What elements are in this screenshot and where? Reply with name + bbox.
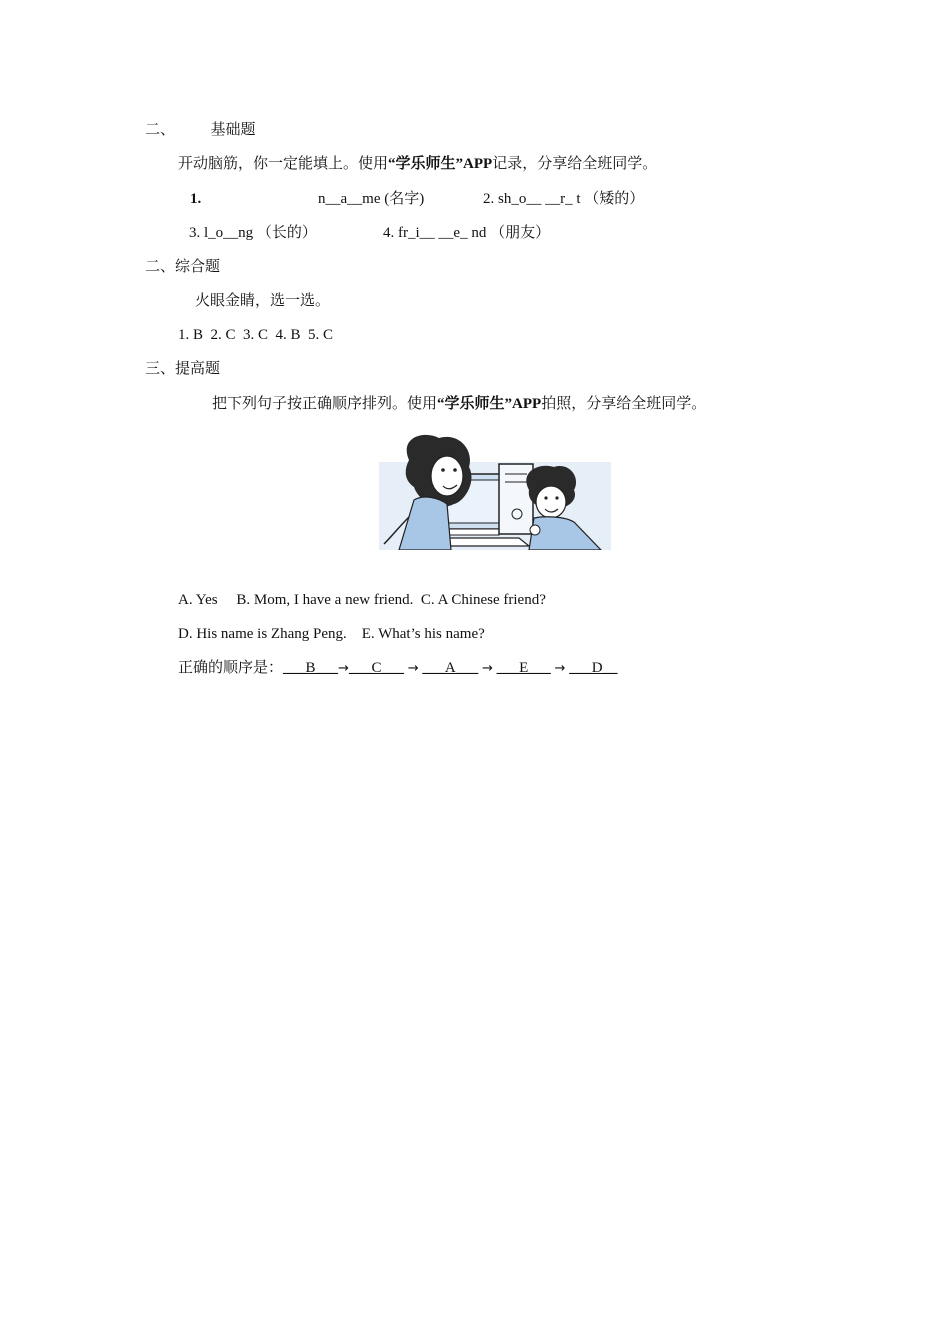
item4-text [383,223,550,243]
arrow-icon: → [554,661,566,676]
options-line-1: A. Yes B. Mom, I have a new friend. C. A Chinese friend? [178,592,546,608]
item3-text [189,223,317,243]
section3-instruction [212,394,706,414]
item1-pre: n [318,191,326,207]
section3-instruction-post: 拍照，分享给全班同学。 [541,396,707,412]
section2-title: 二、综合题 [145,259,221,275]
arrow-icon: → [407,661,419,676]
order-item-3: ___A___ [422,660,479,676]
section2-instruction: 火眼金睛，选一选。 [195,293,331,309]
item3-post: ng （长的） [238,225,317,241]
section3-title: 三、提高题 [145,361,221,377]
item3-blank: _o__ [208,225,239,241]
item4-blank2: __e_ [438,225,468,241]
item4-blank1: _i__ [408,225,435,241]
section2-answers: 1. B 2. C 3. C 4. B 5. C [178,327,334,343]
item2-number: 2. sh [483,191,512,207]
item2-blank1: _o__ [511,191,542,207]
item1-number: 1. [190,191,202,207]
mother-and-son-at-computer-illustration [369,432,611,550]
item1-post: me (名字) [362,191,425,207]
item4-post: nd （朋友） [471,225,551,241]
options-line-2: D. His name is Zhang Peng. E. What’s his name? [178,626,485,642]
item1-blank: __a__ [325,191,363,207]
section1-app-name: “学乐师生”APP [388,156,493,172]
section1-instruction-pre: 开动脑筋，你一定能填上。使用 [178,156,389,172]
item2-blank2: __r_ [545,191,573,207]
section1-instruction [178,154,657,174]
item1-text [318,189,424,209]
order-answer [178,658,618,679]
section1-number: 二、 [145,122,176,138]
section3-app-name: “学乐师生”APP [437,396,542,412]
item4-number: 4. fr [383,225,408,241]
item2-text [483,189,644,209]
order-item-4: ___E___ [496,660,551,676]
order-item-2: ___C___ [348,660,404,676]
section1-heading [145,120,256,140]
item3-pre: l [204,225,209,241]
item3-number: 3. [189,225,201,241]
arrow-icon: → [338,661,349,676]
section3-instruction-pre: 把下列句子按正确顺序排列。使用 [212,396,438,412]
arrow-icon: → [481,661,493,676]
order-label: 正确的顺序是： [178,660,284,676]
section1-title: 基础题 [210,122,256,138]
order-item-1: ___B___ [283,660,339,676]
order-item-5: ___D__ [569,660,618,676]
item2-post: t （矮的） [576,191,645,207]
section1-instruction-post: 记录，分享给全班同学。 [492,156,658,172]
